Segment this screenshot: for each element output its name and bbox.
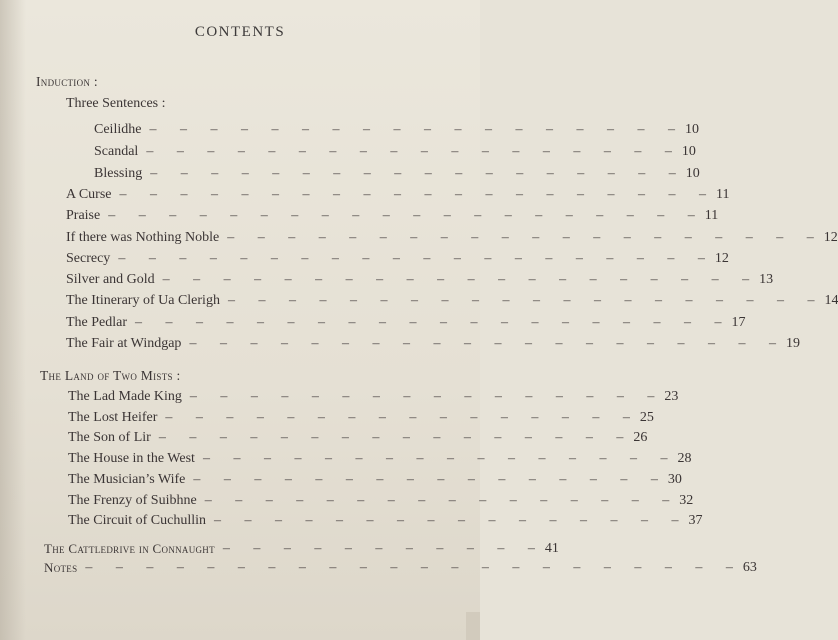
dot-leader: – – – – – – – – – – – – – – – – — [204, 493, 680, 508]
toc-entry-page: 37 — [688, 513, 703, 528]
dot-leader: – – – – – – – – – – – – – – – – — [165, 410, 640, 425]
toc-entry-title: The Musician’s Wife — [68, 472, 186, 487]
dot-leader: – – – – – – – – – – – – – – – – — [193, 472, 668, 487]
toc-entry-page: 10 — [684, 122, 699, 137]
dot-leader: – – – – – – – – – – – — [222, 541, 545, 556]
toc-entry[interactable] — [68, 428, 648, 448]
toc-entry-title: The Cattledrive in Connaught — [44, 541, 215, 556]
dot-leader: – – – – – – – – – – – – – – – – – – – – — [119, 187, 716, 202]
toc-entry[interactable] — [94, 164, 700, 184]
dot-leader: – – – – – – – – – – – – – – – – – – – – — [162, 272, 760, 287]
toc-entry-page: 30 — [667, 472, 682, 487]
toc-entry-title: The Fair at Windgap — [66, 336, 182, 351]
sub-heading-three-sentences: Three Sentences : — [66, 96, 166, 111]
toc-entry-page: 11 — [704, 208, 719, 223]
toc-entry-title: The Circuit of Cuchullin — [68, 513, 207, 528]
dot-leader: – – – – – – – – – – – – – – – – – – – – — [189, 336, 786, 351]
toc-entry[interactable] — [94, 142, 696, 162]
toc-entry[interactable] — [66, 334, 800, 354]
dot-leader: – – – – – – – – – – – – – – – – – – – – — [108, 208, 705, 223]
toc-entry[interactable] — [68, 449, 692, 469]
toc-entry-page: 17 — [731, 315, 746, 330]
toc-entry[interactable] — [66, 249, 729, 269]
toc-entry[interactable] — [66, 270, 774, 290]
toc-entry[interactable] — [66, 228, 838, 248]
dot-leader: – – – – – – – – – – – – – – – – — [214, 513, 689, 528]
toc-entry-title: If there was Nothing Noble — [66, 230, 220, 245]
dot-leader: – – – – – – – – – – – – – – – – – – — [150, 166, 686, 181]
toc-entry-page: 14 — [824, 293, 838, 308]
toc-entry-page: 32 — [679, 493, 694, 508]
toc-entry-page: 13 — [759, 272, 774, 287]
toc-entry-title: The Frenzy of Suibhne — [68, 493, 197, 508]
toc-entry-title: Blessing — [94, 166, 143, 181]
toc-entry-page: 12 — [823, 230, 838, 245]
toc-entry-page: 10 — [685, 166, 700, 181]
toc-entry[interactable] — [66, 313, 746, 333]
toc-entry[interactable] — [66, 291, 838, 311]
toc-entry[interactable] — [68, 387, 679, 407]
toc-entry[interactable] — [94, 120, 699, 140]
toc-entry-title: The Lad Made King — [68, 389, 182, 404]
toc-entry-title: Ceilidhe — [94, 122, 142, 137]
dot-leader: – – – – – – – – – – – – – – – – – – — [149, 122, 685, 137]
toc-entry-page: 25 — [639, 410, 654, 425]
dot-leader: – – – – – – – – – – – – – – – – – – – – — [227, 293, 825, 308]
toc-entry-page: 19 — [785, 336, 800, 351]
toc-entry[interactable] — [66, 206, 719, 226]
dot-leader: – – – – – – – – – – – – – – – – – – – – — [227, 230, 824, 245]
toc-entry-title: A Curse — [66, 187, 112, 202]
toc-entry-title: Scandal — [94, 144, 139, 159]
dot-leader: – – – – – – – – – – – – – – – – — [158, 430, 634, 445]
toc-entry[interactable] — [44, 539, 559, 559]
toc-entry-title: Notes — [44, 560, 78, 575]
toc-entry[interactable] — [66, 185, 730, 205]
toc-entry[interactable] — [44, 558, 757, 578]
dot-leader: – – – – – – – – – – – – – – – – – – – – – – — [85, 560, 743, 575]
toc-entry[interactable] — [68, 470, 682, 490]
toc-entry-title: Praise — [66, 208, 101, 223]
toc-entry-page: 63 — [742, 560, 757, 575]
toc-entry-page: 12 — [714, 251, 729, 266]
dot-leader: – – – – – – – – – – – – – – – – — [202, 451, 678, 466]
toc-entry-title: The Itinerary of Ua Clerigh — [66, 293, 220, 308]
page-title: CONTENTS — [194, 24, 286, 40]
toc-entry-title: Secrecy — [66, 251, 111, 266]
toc-entry-title: The House in the West — [68, 451, 195, 466]
toc-entry-page: 10 — [681, 144, 696, 159]
dot-leader: – – – – – – – – – – – – – – – – – – — [146, 144, 682, 159]
toc-entry-page: 28 — [677, 451, 692, 466]
toc-entry-title: The Lost Heifer — [68, 410, 158, 425]
toc-entry-page: 26 — [633, 430, 648, 445]
section-heading-induction: Induction : — [36, 74, 98, 89]
toc-entry-title: Silver and Gold — [66, 272, 155, 287]
toc-entry-page: 41 — [544, 541, 559, 556]
dot-leader: – – – – – – – – – – – – – – – – – – – – — [135, 315, 732, 330]
toc-entry-title: The Son of Lir — [68, 430, 151, 445]
dot-leader: – – – – – – – – – – – – – – – – – – – – — [118, 251, 715, 266]
toc-entry-title: The Pedlar — [66, 315, 128, 330]
section-heading-land-of-two-mists: The Land of Two Mists : — [40, 368, 181, 383]
toc-entry[interactable] — [68, 491, 694, 511]
dot-leader: – – – – – – – – – – – – – – – – — [189, 389, 665, 404]
toc-entry[interactable] — [68, 511, 703, 531]
toc-entry-page: 23 — [664, 389, 679, 404]
toc-entry-page: 11 — [716, 187, 730, 202]
toc-entry[interactable] — [68, 408, 654, 428]
